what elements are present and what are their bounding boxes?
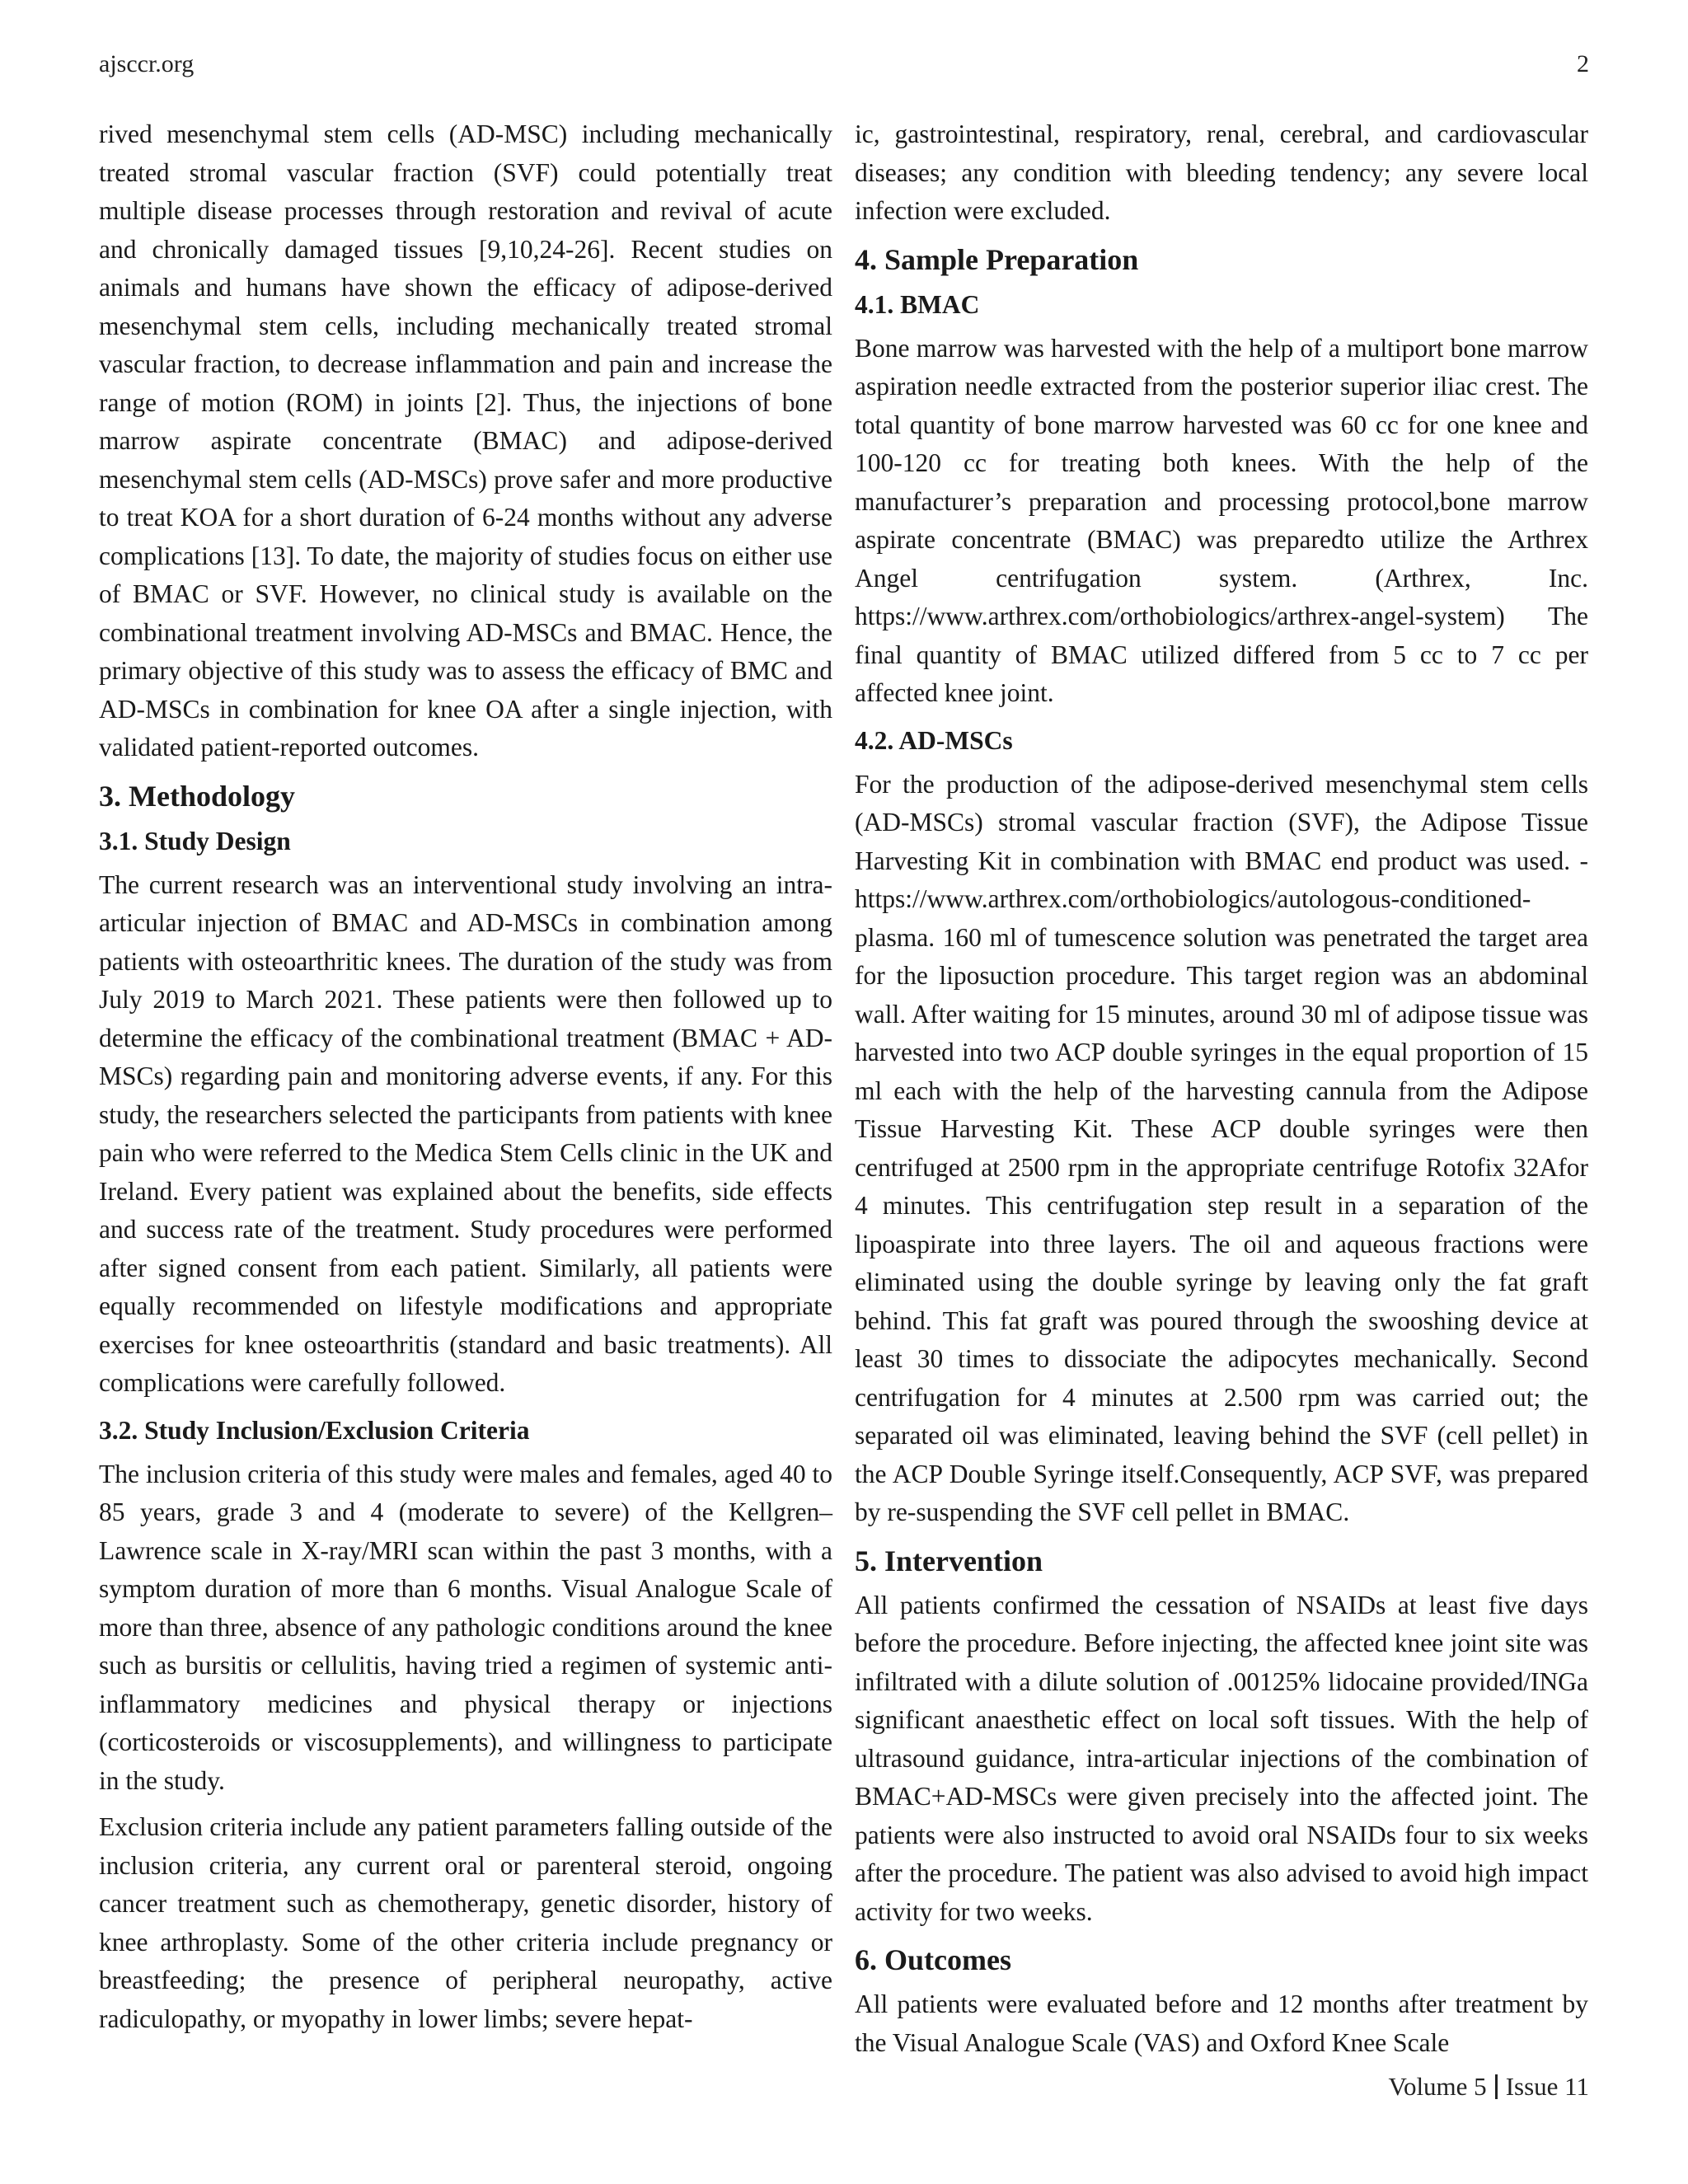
section-5-heading: 5. Intervention [855,1544,1043,1577]
section-6-heading: 6. Outcomes [855,1943,1011,1976]
section-4-2-heading: 4.2. AD-MSCs [855,725,1013,755]
section-3-2-heading: 3.2. Study Inclusion/Exclusion Criteria [99,1415,530,1445]
section-3-heading: 3. Methodology [99,779,295,813]
study-design-paragraph: The current research was an interventional study involving an intra-articular injection of BMAC and AD-MSCs in combination among patients with osteoarthritic knees. The duration of the study was from July 2019 to March 2021. These patients were then followed up to determine the efficacy of the combinational treatment (BMAC + AD-MSCs) regarding pain and monitoring adverse events, if any. For this study, the researchers selected the participants from patients with knee pain who were referred to the Medica Stem Cells clinic in the UK and Ireland. Every patient was explained about the benefits, side effects and success rate of the treatment. Study procedures were performed after signed consent from each patient. Similarly, all patients were equally recommended on lifestyle modifications and appropriate exercises for knee osteoarthritis (standard and basic treatments). All complications were carefully followed. [99,869,832,1397]
section-4-heading: 4. Sample Preparation [855,242,1139,276]
outcomes-paragraph: All patients were evaluated before and 12 months after treatment by the Visual Analogue Scale (VAS) and Oxford Knee Scale [855,1990,1588,2057]
page-header [99,48,1589,81]
left-column [99,115,832,2046]
exclusion-paragraph: Exclusion criteria include any patient parameters falling outside of the inclusion criteria, any current oral or parenteral steroid, ongoing cancer treatment such as chemotherapy, genetic disorder, history of knee arthroplasty. Some of the other criteria include pregnancy or breastfeeding; the presence of peripheral neuropathy, active radiculopathy, or myopathy in lower limbs; severe hepat- [99,1812,832,2033]
footer-separator [1495,2074,1498,2099]
inclusion-paragraph: The inclusion criteria of this study were males and females, aged 40 to 85 years, grade 3 and 4 (moderate to severe) of the Kellgren–Lawrence scale in X-ray/MRI scan within the past 3 months, with a symptom duration of more than 6 months. Visual Analogue Scale of more than three, absence of any pathologic conditions around the knee such as bursitis or cellulitis, having tried a regimen of systemic anti-inflammatory medicines and physical therapy or injections (corticosteroids or viscosupplements), and willingness to participate in the study. [99,1459,832,1795]
continued-paragraph: ic, gastrointestinal, respiratory, renal, cerebral, and cardiovascular diseases; any condition with bleeding tendency; any severe local infection were excluded. [855,120,1588,225]
ad-mscs-paragraph: For the production of the adipose-derived mesenchymal stem cells (AD-MSCs) stromal vascular fraction (SVF), the Adipose Tissue Harvesting Kit in combination with BMAC end product was used. - https://www.arthrex.com/orthobiologics/autologous-conditioned-plasma. 160 ml of tumescence solution was penetrated the target area for the liposuction procedure. This target region was an abdominal wall. After waiting for 15 minutes, around 30 ml of adipose tissue was harvested into two ACP double syringes in the equal proportion of 15 ml each with the help of the harvesting cannula from the Adipose Tissue Harvesting Kit. These ACP double syringes were then centrifuged at 2500 rpm in the appropriate centrifuge Rotofix 32Afor 4 minutes. This centrifugation step result in a separation of the lipoaspirate into three layers. The oil and aqueous fractions were eliminated using the double syringe by leaving only the fat graft behind. This fat graft was poured through the swooshing device at least 30 times to dissociate the adipocytes mechanically. Second centrifugation for 4 minutes at 2.500 rpm was carried out; the separated oil was eliminated, leaving behind the SVF (cell pellet) in the ACP Double Syringe itself.Consequently, ACP SVF, was prepared by re-suspending the SVF cell pellet in BMAC. [855,769,1588,1526]
section-3-1-heading: 3.1. Study Design [99,826,291,855]
section-4-1-heading: 4.1. BMAC [855,289,980,319]
issue-label: Issue 11 [1505,2072,1589,2101]
volume-label: Volume 5 [1388,2072,1487,2101]
page-footer [1389,2070,1589,2103]
journal-site: ajsccr.org [99,50,195,77]
intervention-paragraph: All patients confirmed the cessation of NSAIDs at least five days before the procedure. Before injecting, the affected knee joint site was infiltrated with a dilute solution of .00125% lidocaine provided/INGa significant anaesthetic effect on local soft tissues. With the help of ultrasound guidance, intra-articular injections of the combination of BMAC+AD-MSCs were given precisely into the affected joint. The patients were also instructed to avoid oral NSAIDs four to six weeks after the procedure. The patient was also advised to avoid high impact activity for two weeks. [855,1590,1588,1926]
bmac-paragraph: Bone marrow was harvested with the help of a multiport bone marrow aspiration needle extracted from the posterior superior iliac crest. The total quantity of bone marrow harvested was 60 cc for one knee and 100-120 cc for treating both knees. With the help of the manufacturer’s preparation and processing protocol,bone marrow aspirate concentrate (BMAC) was preparedto utilize the Arthrex Angel centrifugation system. (Arthrex, Inc. https://www.arthrex.com/orthobiologics/arthrex-angel-system) The final quantity of BMAC utilized differed from 5 cc to 7 cc per affected knee joint. [855,333,1588,707]
page-number: 2 [1577,50,1589,77]
right-column [855,115,1588,2070]
intro-paragraph: rived mesenchymal stem cells (AD-MSC) including mechanically treated stromal vascular fraction (SVF) could potentially treat multiple disease processes through restoration and revival of acute and chronically damaged tissues [9,10,24-26]. Recent studies on animals and humans have shown the efficacy of adipose-derived mesenchymal stem cells, including mechanically treated stromal vascular fraction, to decrease inflammation and pain and increase the range of motion (ROM) in joints [2]. Thus, the injections of bone marrow aspirate concentrate (BMAC) and adipose-derived mesenchymal stem cells (AD-MSCs) prove safer and more productive to treat KOA for a short duration of 6-24 months without any adverse complications [13]. To date, the majority of studies focus on either use of BMAC or SVF. However, no clinical study is available on the combinational treatment involving AD-MSCs and BMAC. Hence, the primary objective of this study was to assess the efficacy of BMC and AD-MSCs in combination for knee OA after a single injection, with validated patient-reported outcomes. [99,120,832,762]
